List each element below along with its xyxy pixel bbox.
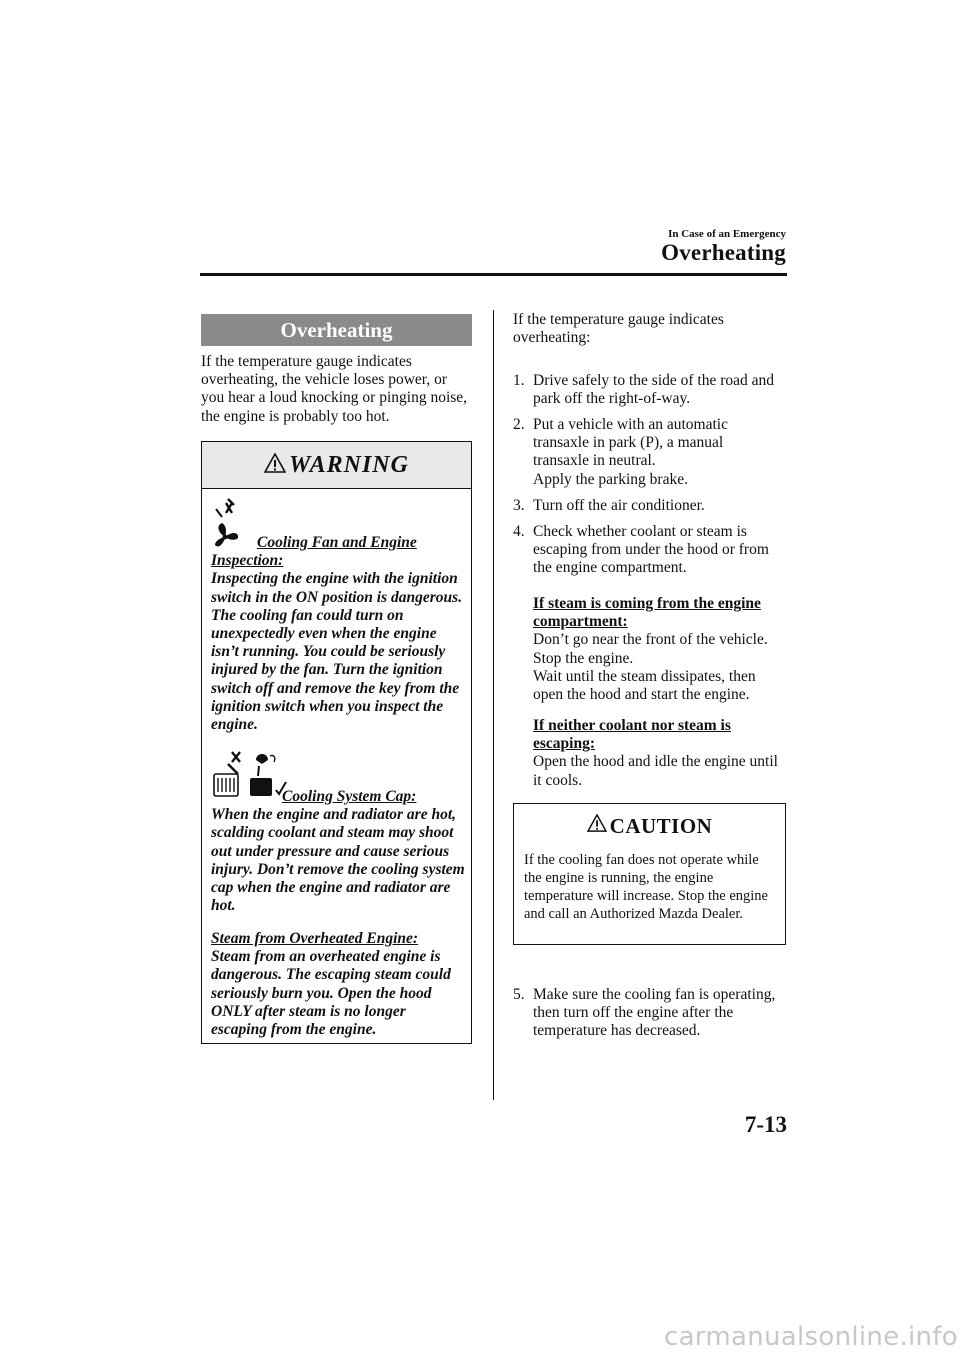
warning-title: WARNING <box>289 452 409 478</box>
step-number: 4. <box>513 523 525 540</box>
step-text-2: Apply the parking brake. <box>533 470 688 488</box>
step-text: Put a vehicle with an automatic transaxle in park (P), a manual transaxle in neutral. <box>533 416 728 470</box>
caution-title: CAUTION <box>609 814 713 838</box>
procedure-step <box>513 416 788 489</box>
page-number: 7-13 <box>744 1112 787 1137</box>
caution-text: If the cooling fan does not operate while the engine is running, the engine temperature will increase. Stop the engine and call an Authorized Mazda Dealer. <box>524 852 768 922</box>
case-steam-line: Stop the engine. <box>533 649 634 667</box>
procedure-intro: If the temperature gauge indicates overheating: <box>513 311 724 347</box>
step-text: Drive safely to the side of the road and park off the right-of-way. <box>533 372 775 408</box>
case-none-heading: If neither coolant nor steam is escaping: <box>533 717 731 753</box>
warning-cap-body: When the engine and radiator are hot, scalding coolant and steam may shoot out under pressure and cause serious injury. Don’t remove the cooling system cap when the engine and radiator are hot. <box>211 806 465 915</box>
warning-fan-heading: Cooling Fan and Engine <box>257 534 417 551</box>
case-steam <box>533 595 783 704</box>
case-steam-heading: If steam is coming from the engine compartment: <box>533 595 761 631</box>
step-text: Check whether coolant or steam is escaping from under the hood or from the engine compartment. <box>533 523 769 577</box>
section-title-bar: Overheating <box>201 314 472 346</box>
case-steam-line: Don’t go near the front of the vehicle. <box>533 631 768 649</box>
watermark: carmanualsonline.info <box>663 1322 958 1352</box>
procedure-step <box>513 497 788 515</box>
warning-item-cap <box>211 788 465 915</box>
step-number: 2. <box>513 416 525 433</box>
procedure-step <box>513 523 788 578</box>
case-none-line: Open the hood and idle the engine until it cools. <box>533 753 778 789</box>
warning-steam-heading: Steam from Overheated Engine: <box>211 930 419 947</box>
warning-item-steam <box>211 930 465 1039</box>
warning-header <box>202 442 471 489</box>
procedure-step <box>513 986 788 1041</box>
step-number: 3. <box>513 497 525 514</box>
case-none <box>533 717 778 790</box>
caution-triangle-icon <box>587 813 607 838</box>
step-number: 5. <box>513 986 525 1003</box>
header-rule <box>200 273 787 276</box>
procedure-step <box>513 372 788 408</box>
warning-cap-heading: Cooling System Cap: <box>282 788 417 805</box>
column-divider <box>493 310 494 1100</box>
running-header-title: Overheating <box>661 240 786 265</box>
warning-triangle-icon <box>264 453 286 478</box>
warning-item-fan <box>211 534 465 734</box>
warning-fan-heading-cont: Inspection: <box>211 552 284 570</box>
step-text: Turn off the air conditioner. <box>533 497 705 514</box>
running-header-section: In Case of an Emergency <box>668 228 786 240</box>
warning-steam-body: Steam from an overheated engine is dangerous. The escaping steam could seriously burn you. Open the hood ONLY after steam is no longer escaping from the engine. <box>211 948 451 1039</box>
warning-fan-body: Inspecting the engine with the ignition switch in the ON position is dangerous. The cooling fan could turn on unexpectedly even when the engine isn’t running. You could be seriously injured by the fan. Turn the ignition switch off and remove the key from the ignition switch when you inspect the engine. <box>211 570 463 734</box>
caution-box <box>513 803 786 945</box>
caution-header <box>514 814 785 841</box>
step-text: Make sure the cooling fan is operating, then turn off the engine after the temperature has decreased. <box>533 986 776 1040</box>
case-steam-line: Wait until the steam dissipates, then open the hood and start the engine. <box>533 667 756 704</box>
warning-box <box>201 441 472 1044</box>
step-number: 1. <box>513 372 525 389</box>
intro-paragraph: If the temperature gauge indicates overheating, the vehicle loses power, or you hear a loud knocking or pinging noise, the engine is probably too hot. <box>201 353 468 425</box>
